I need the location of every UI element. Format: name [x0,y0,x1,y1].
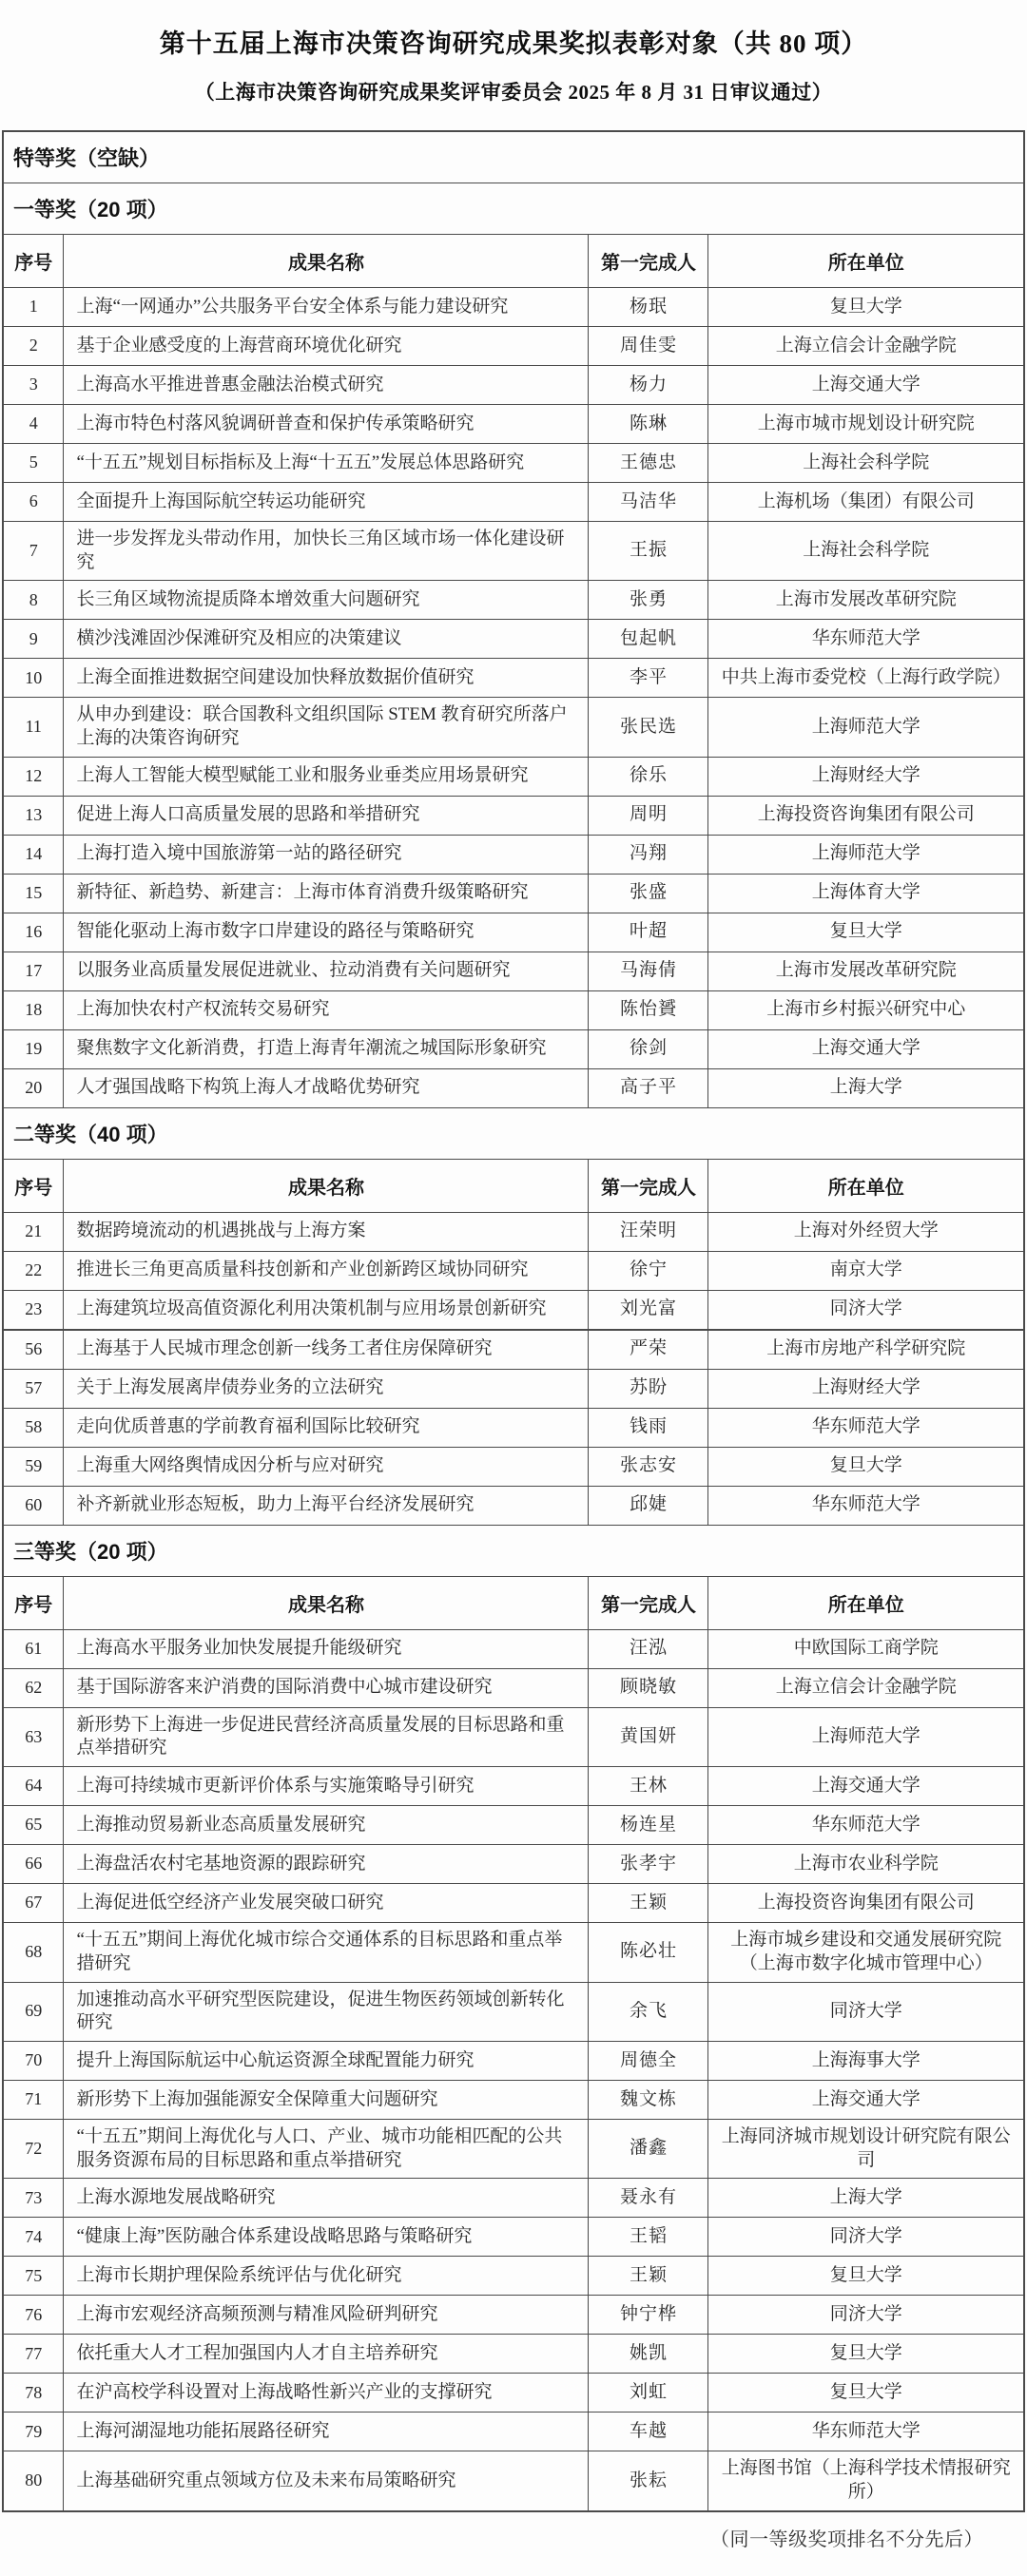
cell-achievement-title: 上海促进低空经济产业发展突破口研究 [64,1884,589,1923]
table-row [3,1629,1024,1668]
cell-first-author: 刘虹 [589,2374,708,2413]
table-row [3,1767,1024,1806]
cell-organization: 上海师范大学 [708,698,1024,757]
cell-index: 65 [3,1806,64,1845]
cell-organization: 同济大学 [708,1982,1024,2041]
cell-achievement-title: 依托重大人才工程加强国内人才自主培养研究 [64,2335,589,2374]
cell-achievement-title: 上海“一网通办”公共服务平台安全体系与能力建设研究 [64,288,589,327]
cell-index: 70 [3,2041,64,2080]
cell-index: 73 [3,2179,64,2218]
cell-organization: 中欧国际工商学院 [708,1629,1024,1668]
table-row [3,1707,1024,1766]
cell-first-author: 周明 [589,796,708,835]
cell-organization: 中共上海市委党校（上海行政学院） [708,659,1024,698]
cell-first-author: 聂永有 [589,2179,708,2218]
cell-first-author: 陈怡贇 [589,990,708,1029]
column-header: 第一完成人 [589,235,708,288]
cell-first-author: 潘鑫 [589,2119,708,2178]
table-row [3,288,1024,327]
table-row [3,952,1024,990]
cell-achievement-title: 加速推动高水平研究型医院建设，促进生物医药领域创新转化研究 [64,1982,589,2041]
cell-index: 77 [3,2335,64,2374]
table-row [3,2451,1024,2511]
cell-first-author: 姚凯 [589,2335,708,2374]
column-header: 成果名称 [64,1576,589,1629]
cell-index: 23 [3,1290,64,1330]
footer-note: （同一等级奖项排名不分先后） [710,2528,983,2550]
cell-organization: 上海社会科学院 [708,444,1024,483]
cell-index: 11 [3,698,64,757]
table-row [3,483,1024,522]
cell-organization: 上海海事大学 [708,2041,1024,2080]
section-label: 特等奖（空缺） [3,131,1024,183]
table-row [3,2374,1024,2413]
cell-first-author: 杨珉 [589,288,708,327]
cell-organization: 同济大学 [708,2218,1024,2257]
cell-index: 16 [3,913,64,952]
table-row [3,2296,1024,2335]
cell-first-author: 徐乐 [589,757,708,796]
table-row [3,1668,1024,1707]
cell-first-author: 徐宁 [589,1251,708,1290]
column-header: 第一完成人 [589,1576,708,1629]
cell-index: 58 [3,1408,64,1447]
table-row [3,2179,1024,2218]
cell-achievement-title: 上海可持续城市更新评价体系与实施策略导引研究 [64,1767,589,1806]
cell-first-author: 王振 [589,522,708,581]
table-row [3,405,1024,444]
cell-achievement-title: 横沙浅滩固沙保滩研究及相应的决策建议 [64,620,589,659]
cell-organization: 南京大学 [708,1251,1024,1290]
cell-index: 3 [3,366,64,405]
cell-index: 62 [3,1668,64,1707]
column-header: 成果名称 [64,235,589,288]
cell-first-author: 叶超 [589,913,708,952]
cell-organization: 上海师范大学 [708,835,1024,874]
section-row [3,183,1024,235]
table-row [3,1486,1024,1525]
cell-achievement-title: 基于企业感受度的上海营商环境优化研究 [64,327,589,366]
cell-first-author: 黄国妍 [589,1707,708,1766]
table-row [3,1290,1024,1330]
cell-organization: 上海市房地产科学研究院 [708,1330,1024,1370]
table-row [3,2119,1024,2178]
cell-index: 71 [3,2080,64,2119]
cell-first-author: 汪泓 [589,1629,708,1668]
cell-organization: 华东师范大学 [708,1806,1024,1845]
table-row [3,522,1024,581]
cell-index: 19 [3,1029,64,1068]
cell-achievement-title: 上海全面推进数据空间建设加快释放数据价值研究 [64,659,589,698]
cell-achievement-title: 上海市宏观经济高频预测与精准风险研判研究 [64,2296,589,2335]
cell-organization: 上海财经大学 [708,1369,1024,1408]
cell-organization: 同济大学 [708,1290,1024,1330]
cell-organization: 上海交通大学 [708,1767,1024,1806]
cell-achievement-title: 上海打造入境中国旅游第一站的路径研究 [64,835,589,874]
table-row [3,1408,1024,1447]
cell-index: 14 [3,835,64,874]
cell-achievement-title: 走向优质普惠的学前教育福利国际比较研究 [64,1408,589,1447]
cell-organization: 华东师范大学 [708,620,1024,659]
cell-first-author: 张孝宇 [589,1845,708,1884]
cell-first-author: 周德全 [589,2041,708,2080]
cell-index: 6 [3,483,64,522]
table-row [3,1369,1024,1408]
cell-achievement-title: “十五五”期间上海优化与人口、产业、城市功能相匹配的公共服务资源布局的目标思路和重点举措研究 [64,2119,589,2178]
column-header: 序号 [3,235,64,288]
section-label: 一等奖（20 项） [3,183,1024,235]
cell-achievement-title: “十五五”规划目标指标及上海“十五五”发展总体思路研究 [64,444,589,483]
cell-first-author: 张盛 [589,874,708,913]
table-row [3,1845,1024,1884]
cell-organization: 上海对外经贸大学 [708,1212,1024,1251]
cell-organization: 上海市乡村振兴研究中心 [708,990,1024,1029]
cell-index: 1 [3,288,64,327]
awards-table [2,130,1025,2512]
cell-first-author: 车越 [589,2413,708,2451]
cell-first-author: 马洁华 [589,483,708,522]
cell-index: 67 [3,1884,64,1923]
cell-organization: 上海投资咨询集团有限公司 [708,796,1024,835]
column-header: 序号 [3,1576,64,1629]
page-title: 第十五届上海市决策咨询研究成果奖拟表彰对象（共 80 项） [159,29,868,58]
table-row [3,874,1024,913]
cell-first-author: 马海倩 [589,952,708,990]
cell-first-author: 杨连星 [589,1806,708,1845]
cell-organization: 上海交通大学 [708,366,1024,405]
cell-organization: 上海市农业科学院 [708,1845,1024,1884]
section-row [3,1525,1024,1576]
cell-achievement-title: 进一步发挥龙头带动作用，加快长三角区域市场一体化建设研究 [64,522,589,581]
cell-index: 72 [3,2119,64,2178]
section-row [3,1107,1024,1159]
cell-first-author: 刘光富 [589,1290,708,1330]
cell-index: 5 [3,444,64,483]
section-row [3,131,1024,183]
cell-first-author: 张耘 [589,2451,708,2511]
cell-achievement-title: 上海推动贸易新业态高质量发展研究 [64,1806,589,1845]
cell-achievement-title: 在沪高校学科设置对上海战略性新兴产业的支撑研究 [64,2374,589,2413]
cell-index: 61 [3,1629,64,1668]
cell-achievement-title: 智能化驱动上海市数字口岸建设的路径与策略研究 [64,913,589,952]
cell-achievement-title: 新特征、新趋势、新建言：上海市体育消费升级策略研究 [64,874,589,913]
cell-organization: 复旦大学 [708,2257,1024,2296]
cell-organization: 上海投资咨询集团有限公司 [708,1884,1024,1923]
table-row [3,1029,1024,1068]
cell-first-author: 张志安 [589,1447,708,1486]
cell-first-author: 王德忠 [589,444,708,483]
cell-first-author: 徐剑 [589,1029,708,1068]
table-row [3,1068,1024,1107]
cell-organization: 复旦大学 [708,288,1024,327]
cell-index: 21 [3,1212,64,1251]
cell-index: 2 [3,327,64,366]
cell-index: 15 [3,874,64,913]
cell-organization: 上海体育大学 [708,874,1024,913]
table-row [3,2080,1024,2119]
cell-achievement-title: 关于上海发展离岸债券业务的立法研究 [64,1369,589,1408]
cell-achievement-title: 促进上海人口高质量发展的思路和举措研究 [64,796,589,835]
cell-organization: 复旦大学 [708,1447,1024,1486]
table-row [3,1806,1024,1845]
cell-organization: 上海立信会计金融学院 [708,327,1024,366]
cell-organization: 复旦大学 [708,2374,1024,2413]
cell-achievement-title: 上海河湖湿地功能拓展路径研究 [64,2413,589,2451]
cell-achievement-title: 上海加快农村产权流转交易研究 [64,990,589,1029]
cell-organization: 上海社会科学院 [708,522,1024,581]
table-row [3,835,1024,874]
table-row [3,757,1024,796]
table-row [3,1884,1024,1923]
cell-first-author: 严荣 [589,1330,708,1370]
cell-organization: 上海师范大学 [708,1707,1024,1766]
column-header: 第一完成人 [589,1159,708,1212]
cell-index: 8 [3,581,64,620]
table-row [3,1330,1024,1370]
cell-organization: 上海立信会计金融学院 [708,1668,1024,1707]
table-row [3,2257,1024,2296]
cell-index: 9 [3,620,64,659]
cell-first-author: 杨力 [589,366,708,405]
cell-achievement-title: 人才强国战略下构筑上海人才战略优势研究 [64,1068,589,1107]
cell-achievement-title: “健康上海”医防融合体系建设战略思路与策略研究 [64,2218,589,2257]
cell-index: 63 [3,1707,64,1766]
cell-organization: 上海市城乡建设和交通发展研究院（上海市数字化城市管理中心） [708,1923,1024,1982]
cell-index: 68 [3,1923,64,1982]
cell-organization: 复旦大学 [708,913,1024,952]
table-row [3,327,1024,366]
cell-index: 57 [3,1369,64,1408]
cell-organization: 上海大学 [708,1068,1024,1107]
cell-organization: 上海同济城市规划设计研究院有限公司 [708,2119,1024,2178]
cell-first-author: 周佳雯 [589,327,708,366]
cell-first-author: 包起帆 [589,620,708,659]
table-row [3,698,1024,757]
cell-first-author: 汪荣明 [589,1212,708,1251]
cell-index: 7 [3,522,64,581]
table-row [3,2413,1024,2451]
cell-achievement-title: 上海建筑垃圾高值资源化利用决策机制与应用场景创新研究 [64,1290,589,1330]
table-row [3,444,1024,483]
table-row [3,2041,1024,2080]
cell-index: 69 [3,1982,64,2041]
cell-index: 12 [3,757,64,796]
awards-table-body [3,131,1024,2511]
cell-index: 17 [3,952,64,990]
cell-organization: 华东师范大学 [708,1486,1024,1525]
cell-index: 79 [3,2413,64,2451]
cell-first-author: 余飞 [589,1982,708,2041]
cell-first-author: 魏文栋 [589,2080,708,2119]
cell-index: 78 [3,2374,64,2413]
cell-organization: 上海市发展改革研究院 [708,952,1024,990]
cell-organization: 上海市发展改革研究院 [708,581,1024,620]
cell-organization: 华东师范大学 [708,2413,1024,2451]
table-row [3,1212,1024,1251]
cell-index: 75 [3,2257,64,2296]
cell-achievement-title: 推进长三角更高质量科技创新和产业创新跨区域协同研究 [64,1251,589,1290]
column-header: 所在单位 [708,1576,1024,1629]
cell-index: 4 [3,405,64,444]
cell-organization: 同济大学 [708,2296,1024,2335]
table-row [3,1251,1024,1290]
column-header: 序号 [3,1159,64,1212]
cell-achievement-title: 提升上海国际航运中心航运资源全球配置能力研究 [64,2041,589,2080]
cell-first-author: 钟宁桦 [589,2296,708,2335]
cell-index: 76 [3,2296,64,2335]
cell-index: 22 [3,1251,64,1290]
cell-first-author: 冯翔 [589,835,708,874]
cell-achievement-title: 上海基于人民城市理念创新一线务工者住房保障研究 [64,1330,589,1370]
page-subtitle: （上海市决策咨询研究成果奖评审委员会 2025 年 8 月 31 日审议通过） [194,81,833,104]
cell-first-author: 张民选 [589,698,708,757]
cell-index: 20 [3,1068,64,1107]
cell-achievement-title: 上海市长期护理保险系统评估与优化研究 [64,2257,589,2296]
table-row [3,2218,1024,2257]
header-row [3,235,1024,288]
table-row [3,913,1024,952]
cell-first-author: 顾晓敏 [589,1668,708,1707]
cell-organization: 华东师范大学 [708,1408,1024,1447]
cell-achievement-title: 从申办到建设：联合国教科文组织国际 STEM 教育研究所落户上海的决策咨询研究 [64,698,589,757]
cell-index: 80 [3,2451,64,2511]
cell-first-author: 王颖 [589,2257,708,2296]
cell-organization: 上海大学 [708,2179,1024,2218]
cell-achievement-title: 上海重大网络舆情成因分析与应对研究 [64,1447,589,1486]
cell-achievement-title: “十五五”期间上海优化城市综合交通体系的目标思路和重点举措研究 [64,1923,589,1982]
cell-index: 74 [3,2218,64,2257]
cell-achievement-title: 聚焦数字文化新消费，打造上海青年潮流之城国际形象研究 [64,1029,589,1068]
column-header: 成果名称 [64,1159,589,1212]
cell-achievement-title: 上海水源地发展战略研究 [64,2179,589,2218]
cell-achievement-title: 上海盘活农村宅基地资源的跟踪研究 [64,1845,589,1884]
cell-achievement-title: 新形势下上海加强能源安全保障重大问题研究 [64,2080,589,2119]
table-row [3,581,1024,620]
cell-achievement-title: 基于国际游客来沪消费的国际消费中心城市建设研究 [64,1668,589,1707]
cell-organization: 上海市城市规划设计研究院 [708,405,1024,444]
cell-first-author: 王韬 [589,2218,708,2257]
table-row [3,1447,1024,1486]
cell-organization: 上海机场（集团）有限公司 [708,483,1024,522]
cell-first-author: 陈必壮 [589,1923,708,1982]
cell-achievement-title: 上海市特色村落风貌调研普查和保护传承策略研究 [64,405,589,444]
cell-achievement-title: 新形势下上海进一步促进民营经济高质量发展的目标思路和重点举措研究 [64,1707,589,1766]
cell-achievement-title: 长三角区域物流提质降本增效重大问题研究 [64,581,589,620]
cell-achievement-title: 补齐新就业形态短板，助力上海平台经济发展研究 [64,1486,589,1525]
cell-achievement-title: 上海高水平服务业加快发展提升能级研究 [64,1629,589,1668]
cell-achievement-title: 上海人工智能大模型赋能工业和服务业垂类应用场景研究 [64,757,589,796]
column-header: 所在单位 [708,235,1024,288]
cell-index: 60 [3,1486,64,1525]
table-row [3,990,1024,1029]
header-row [3,1159,1024,1212]
table-row [3,659,1024,698]
cell-first-author: 邱婕 [589,1486,708,1525]
cell-first-author: 李平 [589,659,708,698]
section-label: 三等奖（20 项） [3,1525,1024,1576]
cell-index: 59 [3,1447,64,1486]
column-header: 所在单位 [708,1159,1024,1212]
table-row [3,1923,1024,1982]
table-row [3,796,1024,835]
cell-achievement-title: 上海高水平推进普惠金融法治模式研究 [64,366,589,405]
cell-first-author: 王林 [589,1767,708,1806]
cell-index: 18 [3,990,64,1029]
cell-index: 13 [3,796,64,835]
table-row [3,1982,1024,2041]
cell-index: 56 [3,1330,64,1370]
cell-index: 66 [3,1845,64,1884]
cell-organization: 上海财经大学 [708,757,1024,796]
cell-first-author: 苏盼 [589,1369,708,1408]
cell-first-author: 高子平 [589,1068,708,1107]
cell-achievement-title: 上海基础研究重点领域方位及未来布局策略研究 [64,2451,589,2511]
cell-achievement-title: 以服务业高质量发展促进就业、拉动消费有关问题研究 [64,952,589,990]
cell-first-author: 张勇 [589,581,708,620]
cell-organization: 复旦大学 [708,2335,1024,2374]
table-row [3,2335,1024,2374]
cell-organization: 上海图书馆（上海科学技术情报研究所） [708,2451,1024,2511]
header-row [3,1576,1024,1629]
cell-index: 10 [3,659,64,698]
section-label: 二等奖（40 项） [3,1107,1024,1159]
cell-organization: 上海交通大学 [708,2080,1024,2119]
cell-first-author: 钱雨 [589,1408,708,1447]
cell-achievement-title: 全面提升上海国际航空转运功能研究 [64,483,589,522]
cell-achievement-title: 数据跨境流动的机遇挑战与上海方案 [64,1212,589,1251]
cell-organization: 上海交通大学 [708,1029,1024,1068]
table-row [3,620,1024,659]
table-row [3,366,1024,405]
cell-first-author: 王颖 [589,1884,708,1923]
cell-first-author: 陈琳 [589,405,708,444]
cell-index: 64 [3,1767,64,1806]
